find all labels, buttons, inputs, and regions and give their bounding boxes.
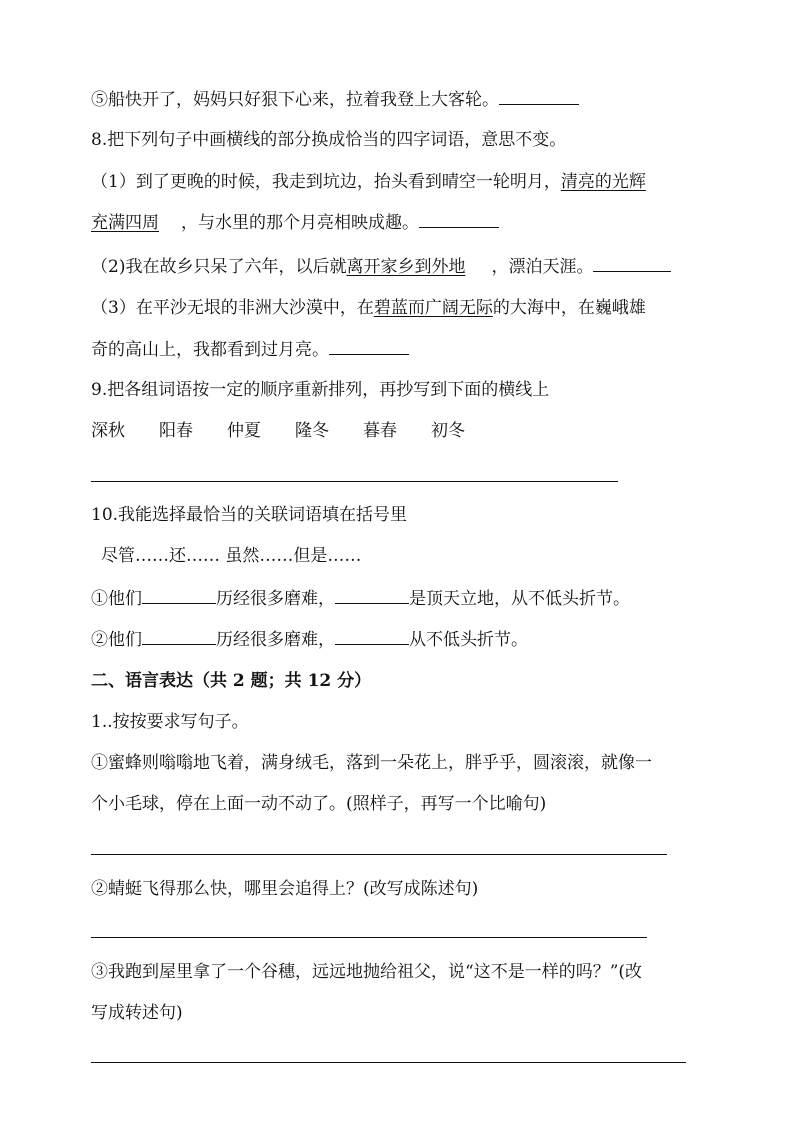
word-item: 阳春	[159, 421, 193, 441]
conjunction-options: 尽管……还…… 虽然……但是……	[101, 546, 362, 566]
answer-blank[interactable]	[142, 628, 216, 645]
answer-blank[interactable]	[142, 587, 216, 604]
question-8-1-line2: 充满四周 ，与水里的那个月亮相映成趣。	[91, 211, 499, 234]
answer-blank[interactable]	[335, 628, 409, 645]
word-item: 暮春	[363, 421, 397, 441]
answer-line[interactable]	[91, 854, 667, 855]
question-8-3-line1: （3）在平沙无垠的非洲大沙漠中，在碧蓝而广阔无际的大海中，在巍峨雄	[91, 298, 646, 318]
underlined-phrase: 清亮的光辉	[560, 172, 646, 192]
question-10-1: ①他们 历经很多磨难， 是顶天立地，从不低头折节。	[91, 589, 630, 609]
s2-question-1-2: ②蜻蜓飞得那么快，哪里会追得上？(改写成陈述句)	[91, 879, 479, 899]
question-8-3-line2: 奇的高山上，我都看到过月亮。	[91, 338, 409, 361]
s2-question-1-1-line1: ①蜜蜂则嗡嗡地飞着，满身绒毛，落到一朵花上，胖乎乎，圆滚滚，就像一	[91, 753, 652, 773]
word-item: 深秋	[91, 421, 125, 441]
question-10-title: 10.我能选择最恰当的关联词语填在括号里	[91, 505, 408, 525]
answer-blank[interactable]	[335, 587, 409, 604]
underlined-phrase: 碧蓝而广阔无际	[373, 298, 493, 318]
question-8-1-line1: （1）到了更晚的时候，我走到坑边，抬头看到晴空一轮明月，清亮的光辉	[91, 172, 646, 192]
answer-blank[interactable]	[593, 255, 671, 272]
s2-question-1-title: 1..按按要求写句子。	[91, 712, 249, 732]
answer-line[interactable]	[91, 937, 647, 938]
answer-blank[interactable]	[419, 211, 499, 228]
word-item: 仲夏	[227, 421, 261, 441]
underlined-phrase: 充满四周	[91, 213, 159, 233]
answer-blank[interactable]	[329, 338, 409, 355]
answer-blank[interactable]	[499, 88, 579, 105]
section-2-title: 二、语言表达（共 2 题；共 12 分）	[91, 671, 372, 691]
question-9-title: 9.把各组词语按一定的顺序重新排列，再抄写到下面的横线上	[91, 380, 550, 400]
word-item: 隆冬	[295, 421, 329, 441]
s2-question-1-1-line2: 个小毛球，停在上面一动不动了。(照样子，再写一个比喻句)	[91, 794, 547, 814]
answer-line[interactable]	[91, 481, 618, 482]
question-10-2: ②他们 历经很多磨难， 从不低头折节。	[91, 630, 528, 650]
question-7-5: ⑤船快开了，妈妈只好狠下心来，拉着我登上大客轮。	[91, 88, 579, 111]
s2-question-1-3-line1: ③我跑到屋里拿了一个谷穗，远远地抛给祖父，说“这不是一样的吗？”(改	[91, 962, 643, 982]
answer-line[interactable]	[91, 1062, 686, 1063]
question-8-2: （2)我在故乡只呆了六年，以后就离开家乡到外地 ，漂泊天涯。	[91, 255, 671, 278]
underlined-phrase: 离开家乡到外地	[346, 257, 466, 277]
s2-question-1-3-line2: 写成转述句)	[91, 1003, 183, 1023]
word-item: 初冬	[431, 421, 465, 441]
question-8-title: 8.把下列句子中画横线的部分换成恰当的四字词语，意思不变。	[91, 130, 567, 150]
word-list	[91, 420, 499, 442]
